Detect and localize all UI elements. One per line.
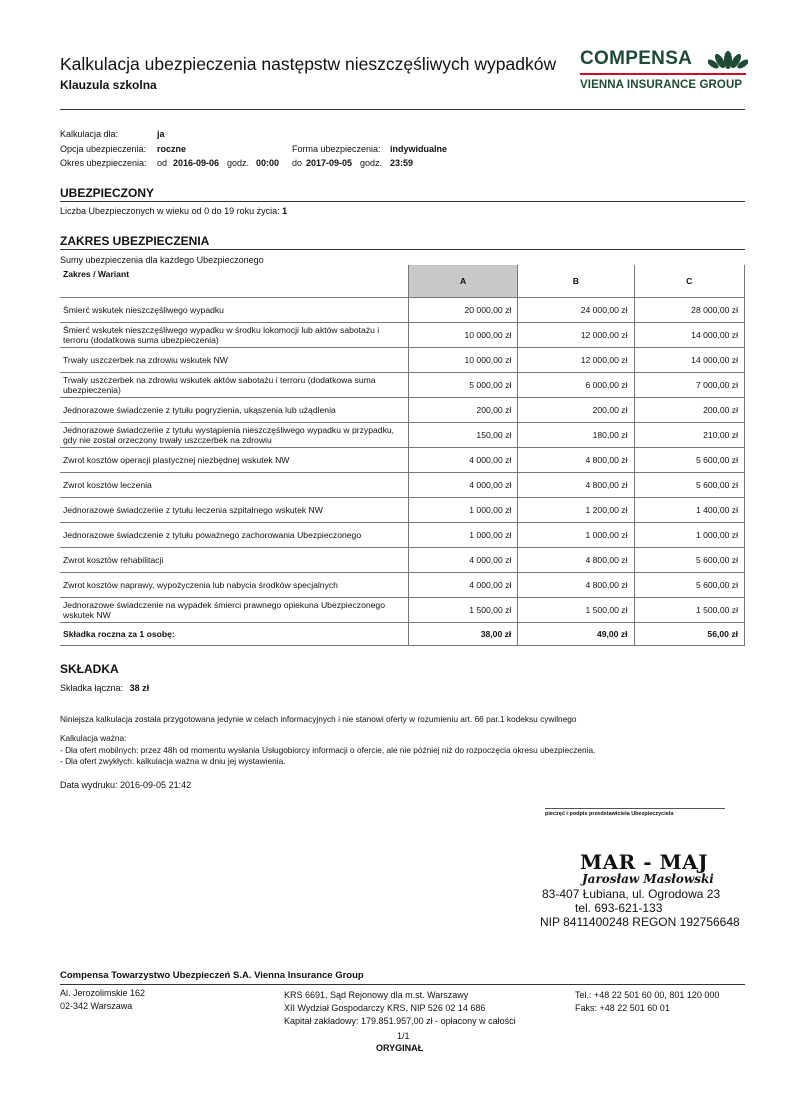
value-variant-c: 56,00 zł bbox=[634, 623, 744, 646]
value-variant-a: 4 000,00 zł bbox=[408, 448, 518, 473]
col-header-zakres: Zakres / Wariant bbox=[60, 265, 408, 298]
col-header-variant-c: C bbox=[634, 265, 744, 298]
value-variant-c: 28 000,00 zł bbox=[634, 298, 744, 323]
value-variant-c: 5 600,00 zł bbox=[634, 573, 744, 598]
value-variant-a: 10 000,00 zł bbox=[408, 323, 518, 348]
value-variant-c: 14 000,00 zł bbox=[634, 348, 744, 373]
ubezpieczony-count: 1 bbox=[282, 206, 288, 216]
coverage-label: Śmierć wskutek nieszczęśliwego wypadku w środku lokomocji lub aktów sabotażu i terroru (dodatkowa suma ubezpieczenia) bbox=[60, 323, 408, 348]
zakres-note: Sumy ubezpieczenia dla każdego Ubezpieczonego bbox=[60, 255, 264, 265]
print-date: Data wydruku: 2016-09-05 21:42 bbox=[60, 780, 192, 790]
document-title: Kalkulacja ubezpieczenia następstw nieszczęśliwych wypadków bbox=[60, 54, 557, 74]
forma-value: indywidualne bbox=[390, 144, 448, 154]
stamp-phone: tel. 693-621-133 bbox=[575, 901, 663, 915]
value-variant-a: 1 000,00 zł bbox=[408, 523, 518, 548]
coverage-label: Jednorazowe świadczenie z tytułu pogryzienia, ukąszenia lub użądlenia bbox=[60, 398, 408, 423]
footer-fax: Faks: +48 22 501 60 01 bbox=[575, 1003, 670, 1013]
value-variant-c: 210,00 zł bbox=[634, 423, 744, 448]
col-header-variant-b: B bbox=[518, 265, 634, 298]
value-variant-b: 24 000,00 zł bbox=[518, 298, 634, 323]
value-variant-a: 38,00 zł bbox=[408, 623, 518, 646]
logo-wordmark: COMPENSA bbox=[580, 48, 693, 69]
value-variant-a: 1 000,00 zł bbox=[408, 498, 518, 523]
value-variant-c: 1 500,00 zł bbox=[634, 598, 744, 623]
opcja-label: Opcja ubezpieczenia: bbox=[60, 144, 147, 154]
skladka-label: Składka łączna: bbox=[60, 683, 124, 693]
value-variant-c: 1 000,00 zł bbox=[634, 523, 744, 548]
coverage-row bbox=[60, 323, 745, 348]
coverage-row bbox=[60, 373, 745, 398]
original-mark: ORYGINAŁ bbox=[376, 1043, 424, 1053]
coverage-header-row bbox=[60, 265, 745, 298]
value-variant-b: 4 800,00 zł bbox=[518, 573, 634, 598]
coverage-row bbox=[60, 523, 745, 548]
forma-label: Forma ubezpieczenia: bbox=[292, 144, 381, 154]
skladka-heading: SKŁADKA bbox=[60, 662, 119, 676]
document-subtitle: Klauzula szkolna bbox=[60, 78, 157, 92]
ubezpieczony-count-line bbox=[60, 206, 287, 216]
coverage-row bbox=[60, 548, 745, 573]
skladka-line bbox=[60, 683, 149, 693]
ubezpieczony-divider bbox=[60, 201, 745, 202]
value-variant-b: 200,00 zł bbox=[518, 398, 634, 423]
coverage-label: Jednorazowe świadczenie na wypadek śmierci prawnego opiekuna Ubezpieczonego wskutek NW bbox=[60, 598, 408, 623]
skladka-value: 38 zł bbox=[129, 683, 150, 693]
kalkulacja-value: ja bbox=[157, 129, 165, 139]
ubezpieczony-text: Liczba Ubezpieczonych w wieku od 0 do 19 roku życia: bbox=[60, 206, 280, 216]
zakres-divider bbox=[60, 249, 745, 250]
stamp-ids: NIP 8411400248 REGON 192756648 bbox=[540, 915, 740, 929]
coverage-label: Jednorazowe świadczenie z tytułu leczenia szpitalnego wskutek NW bbox=[60, 498, 408, 523]
logo-group-name: VIENNA INSURANCE GROUP bbox=[580, 79, 743, 91]
coverage-row bbox=[60, 573, 745, 598]
coverage-row bbox=[60, 348, 745, 373]
signature-caption: pieczęć i podpis przedstawiciela Ubezpieczyciela bbox=[545, 811, 674, 817]
value-variant-c: 1 400,00 zł bbox=[634, 498, 744, 523]
coverage-row bbox=[60, 423, 745, 448]
page-number: 1/1 bbox=[397, 1031, 410, 1041]
okres-do-date: 2017-09-05 bbox=[306, 158, 353, 168]
premium-row bbox=[60, 623, 745, 646]
value-variant-a: 20 000,00 zł bbox=[408, 298, 518, 323]
value-variant-a: 150,00 zł bbox=[408, 423, 518, 448]
header-divider bbox=[60, 109, 745, 110]
coverage-label: Zwrot kosztów rehabilitacji bbox=[60, 548, 408, 573]
stamp-owner: Jarosław Masłowski bbox=[582, 872, 714, 886]
value-variant-c: 200,00 zł bbox=[634, 398, 744, 423]
coverage-label: Trwały uszczerbek na zdrowiu wskutek aktów sabotażu i terroru (dodatkowa suma ubezpieczenia) bbox=[60, 373, 408, 398]
value-variant-a: 4 000,00 zł bbox=[408, 473, 518, 498]
value-variant-b: 6 000,00 zł bbox=[518, 373, 634, 398]
coverage-row bbox=[60, 448, 745, 473]
opcja-value: roczne bbox=[157, 144, 187, 154]
stamp-address: 83-407 Łubiana, ul. Ogrodowa 23 bbox=[542, 887, 721, 901]
okres-do: do bbox=[292, 158, 303, 168]
value-variant-b: 12 000,00 zł bbox=[518, 348, 634, 373]
footer-divider bbox=[60, 984, 745, 985]
value-variant-b: 12 000,00 zł bbox=[518, 323, 634, 348]
coverage-label: Zwrot kosztów naprawy, wypożyczenia lub nabycia środków specjalnych bbox=[60, 573, 408, 598]
footer-tel: Tel.: +48 22 501 60 00, 801 120 000 bbox=[575, 990, 720, 1000]
value-variant-a: 10 000,00 zł bbox=[408, 348, 518, 373]
okres-od-date: 2016-09-06 bbox=[173, 158, 220, 168]
validity-title: Kalkulacja ważna: bbox=[60, 733, 127, 743]
value-variant-c: 5 600,00 zł bbox=[634, 548, 744, 573]
coverage-label: Jednorazowe świadczenie z tytułu poważnego zachorowania Ubezpieczonego bbox=[60, 523, 408, 548]
coverage-row bbox=[60, 598, 745, 623]
stamp-company-name: MAR - MAJ bbox=[580, 850, 709, 874]
okres-godz-2: godz. bbox=[360, 158, 383, 168]
footer-krs-1: KRS 6691, Sąd Rejonowy dla m.st. Warszawy bbox=[284, 990, 469, 1000]
value-variant-a: 200,00 zł bbox=[408, 398, 518, 423]
value-variant-a: 1 500,00 zł bbox=[408, 598, 518, 623]
value-variant-a: 4 000,00 zł bbox=[408, 573, 518, 598]
okres-label: Okres ubezpieczenia: bbox=[60, 158, 147, 168]
validity-regular: - Dla ofert zwykłych: kalkulacja ważna w dniu jej wystawienia. bbox=[60, 756, 286, 766]
value-variant-c: 5 600,00 zł bbox=[634, 448, 744, 473]
logo-red-bar bbox=[580, 73, 746, 75]
value-variant-b: 4 800,00 zł bbox=[518, 548, 634, 573]
validity-mobile: - Dla ofert mobilnych: przez 48h od momentu wysłania Usługobiorcy informacji o ofercie, ale nie później niż do rozpoczęcia okresu ubezpieczenia. bbox=[60, 745, 596, 755]
disclaimer-text: Niniejsza kalkulacja została przygotowana jedynie w celach informacyjnych i nie stanowi oferty w rozumieniu art. 66 par.1 kodeksu cywilnego bbox=[60, 714, 577, 724]
coverage-row bbox=[60, 498, 745, 523]
value-variant-b: 1 000,00 zł bbox=[518, 523, 634, 548]
premium-label: Składka roczna za 1 osobę: bbox=[60, 623, 408, 646]
value-variant-a: 4 000,00 zł bbox=[408, 548, 518, 573]
col-header-variant-a: A bbox=[408, 265, 518, 298]
value-variant-c: 7 000,00 zł bbox=[634, 373, 744, 398]
okres-od: od bbox=[157, 158, 168, 168]
value-variant-c: 5 600,00 zł bbox=[634, 473, 744, 498]
okres-od-time: 00:00 bbox=[256, 158, 280, 168]
kalkulacja-label: Kalkulacja dla: bbox=[60, 129, 119, 139]
compensa-logo bbox=[580, 44, 750, 94]
coverage-label: Jednorazowe świadczenie z tytułu wystąpienia nieszczęśliwego wypadku w przypadku, gdy nie został orzeczony trwały uszczerbek na zdrowiu bbox=[60, 423, 408, 448]
coverage-table bbox=[60, 265, 745, 646]
footer-krs-3: Kapitał zakładowy: 179.851.957,00 zł - opłacony w całości bbox=[284, 1016, 516, 1026]
value-variant-b: 4 800,00 zł bbox=[518, 473, 634, 498]
value-variant-a: 5 000,00 zł bbox=[408, 373, 518, 398]
coverage-row bbox=[60, 298, 745, 323]
okres-godz-1: godz. bbox=[227, 158, 250, 168]
coverage-label: Śmierć wskutek nieszczęśliwego wypadku bbox=[60, 298, 408, 323]
value-variant-b: 1 500,00 zł bbox=[518, 598, 634, 623]
value-variant-b: 4 800,00 zł bbox=[518, 448, 634, 473]
zakres-heading: ZAKRES UBEZPIECZENIA bbox=[60, 234, 210, 248]
leaf-cluster-icon bbox=[708, 46, 748, 70]
footer-company: Compensa Towarzystwo Ubezpieczeń S.A. Vienna Insurance Group bbox=[60, 970, 364, 981]
coverage-row bbox=[60, 473, 745, 498]
okres-do-time: 23:59 bbox=[390, 158, 414, 168]
coverage-row bbox=[60, 398, 745, 423]
footer-addr-1: Al. Jerozolimskie 162 bbox=[60, 988, 146, 998]
coverage-label: Zwrot kosztów leczenia bbox=[60, 473, 408, 498]
value-variant-c: 14 000,00 zł bbox=[634, 323, 744, 348]
value-variant-b: 180,00 zł bbox=[518, 423, 634, 448]
ubezpieczony-heading: UBEZPIECZONY bbox=[60, 186, 155, 200]
footer-krs-2: XII Wydział Gospodarczy KRS, NIP 526 02 14 686 bbox=[284, 1003, 486, 1013]
coverage-label: Zwrot kosztów operacji plastycznej niezbędnej wskutek NW bbox=[60, 448, 408, 473]
coverage-label: Trwały uszczerbek na zdrowiu wskutek NW bbox=[60, 348, 408, 373]
footer-addr-2: 02-342 Warszawa bbox=[60, 1001, 133, 1011]
value-variant-b: 49,00 zł bbox=[518, 623, 634, 646]
value-variant-b: 1 200,00 zł bbox=[518, 498, 634, 523]
signature-line bbox=[545, 808, 725, 809]
